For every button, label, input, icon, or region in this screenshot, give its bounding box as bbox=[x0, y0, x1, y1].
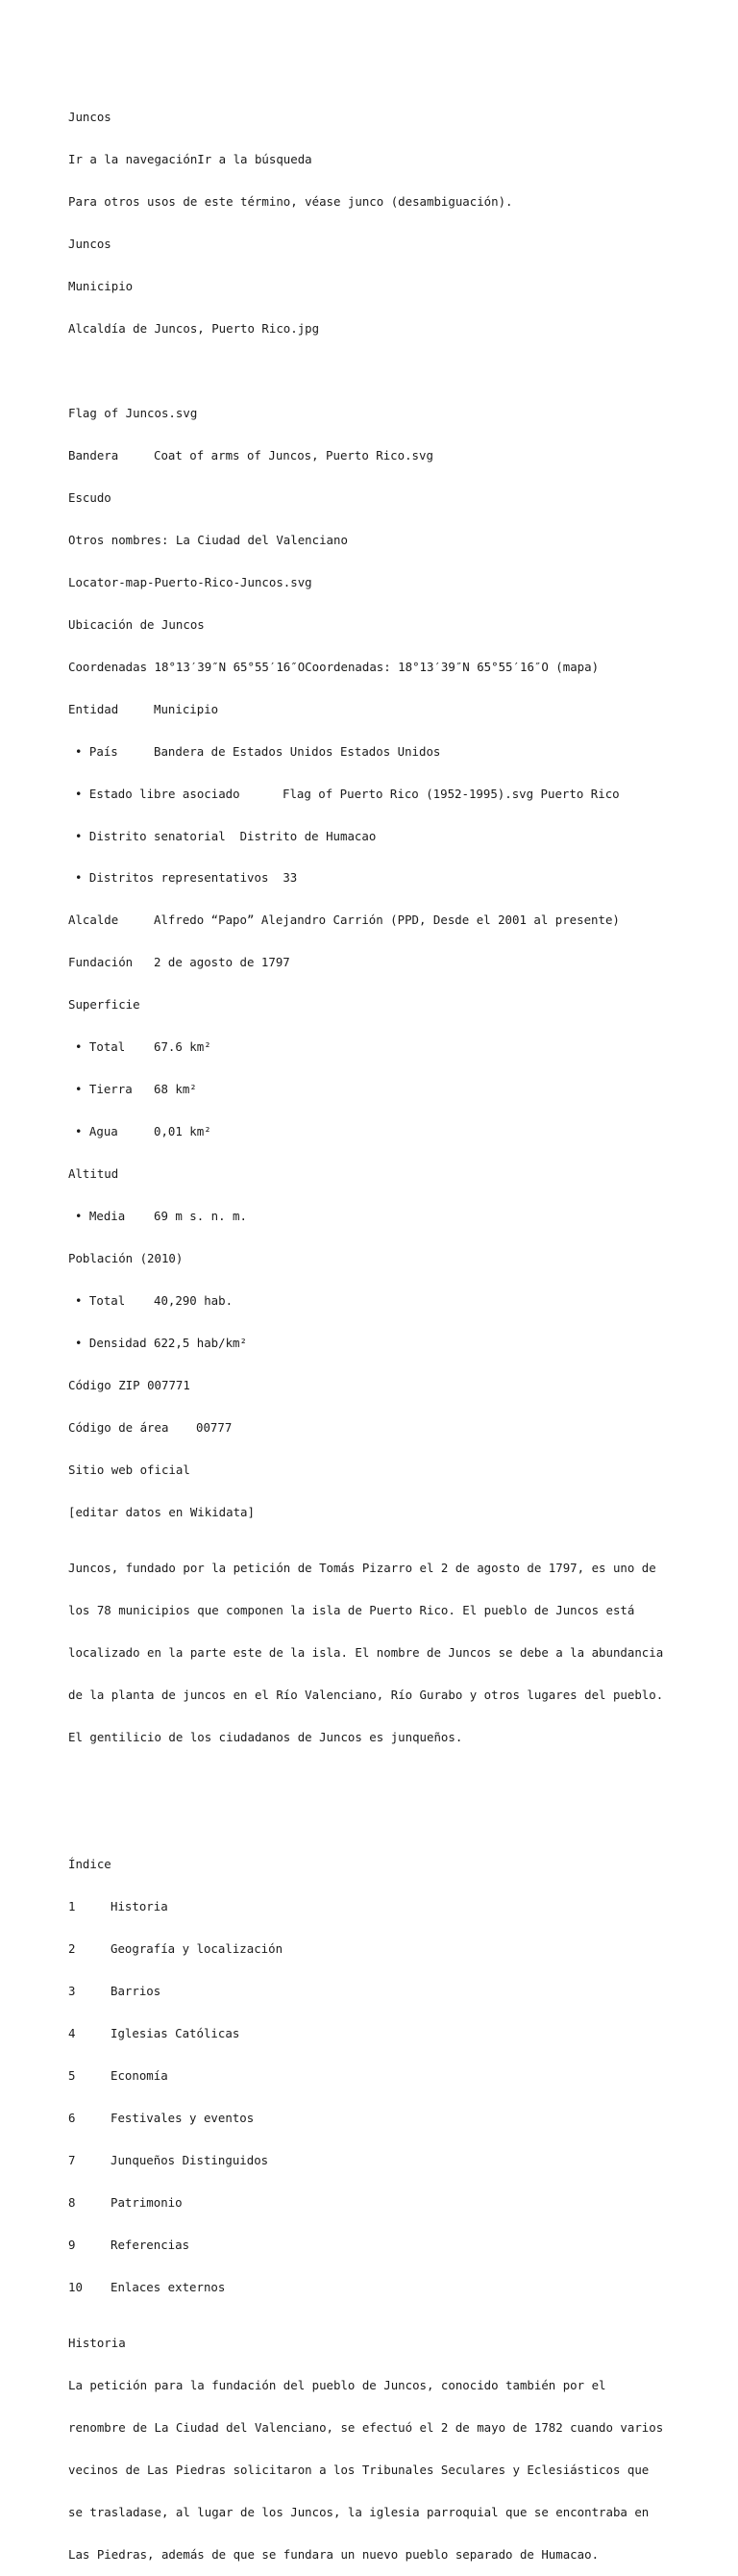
entity-row bbox=[68, 703, 702, 717]
population-density-value: 622,5 hab/km² bbox=[154, 1335, 247, 1350]
toc-title: Índice bbox=[68, 1857, 111, 1872]
history-line: Las Piedras, además de que se fundara un nuevo pueblo separado de Humacao. bbox=[68, 2546, 600, 2562]
population-total-label: • Total bbox=[75, 1293, 126, 1308]
population-total-row bbox=[68, 1294, 702, 1309]
altitude-heading: Altitud bbox=[68, 1166, 119, 1182]
mayor-label: Alcalde bbox=[68, 913, 119, 928]
infobox-image-file[interactable]: Alcaldía de Juncos, Puerto Rico.jpg bbox=[68, 321, 320, 337]
toc-item-label[interactable]: Historia bbox=[111, 1899, 168, 1914]
toc-item[interactable] bbox=[68, 2238, 702, 2253]
document-body bbox=[68, 83, 702, 2576]
zip-value: 007771 bbox=[147, 1377, 190, 1392]
population-density-row bbox=[68, 1337, 702, 1351]
toc-item-number: 5 bbox=[68, 2067, 76, 2083]
location-caption: Ubicación de Juncos bbox=[68, 616, 205, 632]
toc-item[interactable] bbox=[68, 2112, 702, 2126]
population-total-value: 40,290 hab. bbox=[154, 1293, 234, 1308]
toc-item-label[interactable]: Referencias bbox=[111, 2237, 190, 2252]
senate-label: • Distrito senatorial bbox=[75, 828, 226, 843]
area-code-value: 00777 bbox=[196, 1419, 233, 1435]
area-land-value: 68 km² bbox=[154, 1082, 197, 1097]
infobox-flag-file[interactable]: Flag of Juncos.svg bbox=[68, 405, 198, 420]
zip-label: Código ZIP bbox=[68, 1377, 140, 1392]
altitude-mean-row bbox=[68, 1210, 702, 1224]
toc-item-number: 4 bbox=[68, 2025, 76, 2040]
disambiguation-note[interactable]: Para otros usos de este término, véase junco (desambiguación). bbox=[68, 194, 513, 210]
area-code-label: Código de área bbox=[68, 1419, 169, 1435]
intro-line: los 78 municipios que componen la isla de Puerto Rico. El pueblo de Juncos está bbox=[68, 1603, 635, 1618]
area-water-label: • Agua bbox=[75, 1124, 118, 1139]
rep-value: 33 bbox=[283, 870, 298, 886]
area-total-row bbox=[68, 1040, 702, 1055]
toc-item[interactable] bbox=[68, 2154, 702, 2168]
toc-item-label[interactable]: Geografía y localización bbox=[111, 1940, 283, 1956]
history-line: La petición para la fundación del pueblo de Juncos, conocido también por el bbox=[68, 2378, 606, 2393]
toc-item-label[interactable]: Barrios bbox=[111, 1983, 161, 1998]
state-label: • Estado libre asociado bbox=[75, 786, 240, 801]
country-label: • País bbox=[75, 743, 118, 759]
toc-item-number: 1 bbox=[68, 1899, 76, 1914]
area-code-row bbox=[68, 1421, 702, 1436]
area-total-label: • Total bbox=[75, 1039, 126, 1055]
founded-value[interactable]: 2 de agosto de 1797 bbox=[154, 955, 290, 970]
intro-line: localizado en la parte este de la isla. El nombre de Juncos se debe a la abundancia bbox=[68, 1645, 664, 1661]
toc-item[interactable] bbox=[68, 2281, 702, 2295]
country-value[interactable]: Bandera de Estados Unidos Estados Unidos bbox=[154, 743, 441, 759]
toc-item[interactable] bbox=[68, 2027, 702, 2041]
altitude-mean-value: 69 m s. n. m. bbox=[154, 1209, 247, 1224]
toc-item-number: 2 bbox=[68, 1940, 76, 1956]
edit-wikidata-link[interactable]: [editar datos en Wikidata] bbox=[68, 1504, 255, 1519]
area-heading: Superficie bbox=[68, 997, 140, 1013]
mayor-value[interactable]: Alfredo “Papo” Alejandro Carrión (PPD, Desde el 2001 al presente) bbox=[154, 913, 620, 928]
history-line: se trasladase, al lugar de los Juncos, la iglesia parroquial que se encontraba en bbox=[68, 2505, 650, 2520]
rep-row bbox=[68, 871, 702, 886]
flag-label: Bandera bbox=[68, 447, 119, 463]
toc-item-label[interactable]: Enlaces externos bbox=[111, 2279, 226, 2294]
mayor-row bbox=[68, 913, 702, 928]
coords-row bbox=[68, 661, 702, 675]
population-heading: Población (2010) bbox=[68, 1251, 184, 1266]
toc-item-number: 7 bbox=[68, 2152, 76, 2167]
rep-label: • Distritos representativos bbox=[75, 870, 269, 886]
history-line: renombre de La Ciudad del Valenciano, se efectuó el 2 de mayo de 1782 cuando varios bbox=[68, 2420, 664, 2436]
entity-value[interactable]: Municipio bbox=[154, 701, 219, 716]
page-title: Juncos bbox=[68, 110, 111, 125]
toc-item-label[interactable]: Iglesias Católicas bbox=[111, 2025, 240, 2040]
toc-item-number: 6 bbox=[68, 2110, 76, 2125]
coords-value[interactable]: 18°13′39″N 65°55′16″OCoordenadas: 18°13′39″N 65°55′16″O (mapa) bbox=[154, 659, 600, 674]
state-value[interactable]: Flag of Puerto Rico (1952-1995).svg Puerto Rico bbox=[283, 786, 620, 801]
nav-links[interactable]: Ir a la navegaciónIr a la búsqueda bbox=[68, 152, 312, 167]
coords-label: Coordenadas bbox=[68, 659, 148, 674]
intro-line: Juncos, fundado por la petición de Tomás Pizarro el 2 de agosto de 1797, es uno de bbox=[68, 1561, 656, 1576]
toc-item[interactable] bbox=[68, 2196, 702, 2211]
state-row bbox=[68, 788, 702, 802]
senate-value[interactable]: Distrito de Humacao bbox=[239, 828, 377, 843]
zip-row bbox=[68, 1379, 702, 1393]
country-row bbox=[68, 745, 702, 760]
history-heading: Historia bbox=[68, 2336, 126, 2351]
infobox-name: Juncos bbox=[68, 237, 111, 252]
website-link[interactable]: Sitio web oficial bbox=[68, 1462, 190, 1477]
toc-item[interactable] bbox=[68, 1942, 702, 1957]
toc-item-number: 3 bbox=[68, 1983, 76, 1998]
coat-label: Escudo bbox=[68, 489, 111, 505]
toc-item-label[interactable]: Festivales y eventos bbox=[111, 2110, 255, 2125]
toc-item-label[interactable]: Patrimonio bbox=[111, 2194, 183, 2210]
intro-line: de la planta de juncos en el Río Valenciano, Río Gurabo y otros lugares del pueblo. bbox=[68, 1688, 664, 1703]
altitude-mean-label: • Media bbox=[75, 1209, 126, 1224]
area-water-row bbox=[68, 1125, 702, 1139]
population-density-label: • Densidad bbox=[75, 1335, 147, 1350]
spacer bbox=[68, 1788, 702, 1815]
locator-map-file[interactable]: Locator-map-Puerto-Rico-Juncos.svg bbox=[68, 574, 312, 589]
spacer bbox=[68, 364, 702, 379]
area-total-value: 67.6 km² bbox=[154, 1039, 211, 1055]
senate-row bbox=[68, 830, 702, 844]
coat-of-arms-file[interactable]: Coat of arms of Juncos, Puerto Rico.svg bbox=[154, 447, 433, 463]
history-line: vecinos de Las Piedras solicitaron a los Tribunales Seculares y Eclesiásticos que bbox=[68, 2463, 650, 2478]
infobox-flag-row bbox=[68, 449, 702, 463]
area-land-row bbox=[68, 1083, 702, 1097]
area-water-value: 0,01 km² bbox=[154, 1124, 211, 1139]
toc-item-number: 10 bbox=[68, 2279, 83, 2294]
intro-line: El gentilicio de los ciudadanos de Juncos es junqueños. bbox=[68, 1730, 463, 1745]
toc-item-label[interactable]: Junqueños Distinguidos bbox=[111, 2152, 269, 2167]
toc-item-label[interactable]: Economía bbox=[111, 2067, 168, 2083]
entity-label: Entidad bbox=[68, 701, 119, 716]
founded-row bbox=[68, 956, 702, 970]
founded-label: Fundación bbox=[68, 955, 134, 970]
other-names: Otros nombres: La Ciudad del Valenciano bbox=[68, 532, 348, 547]
toc-item-number: 9 bbox=[68, 2237, 76, 2252]
area-land-label: • Tierra bbox=[75, 1082, 133, 1097]
toc-item[interactable] bbox=[68, 2069, 702, 2084]
infobox-type: Municipio bbox=[68, 279, 134, 294]
toc-item[interactable] bbox=[68, 1900, 702, 1914]
toc-item[interactable] bbox=[68, 1985, 702, 1999]
toc-item-number: 8 bbox=[68, 2194, 76, 2210]
